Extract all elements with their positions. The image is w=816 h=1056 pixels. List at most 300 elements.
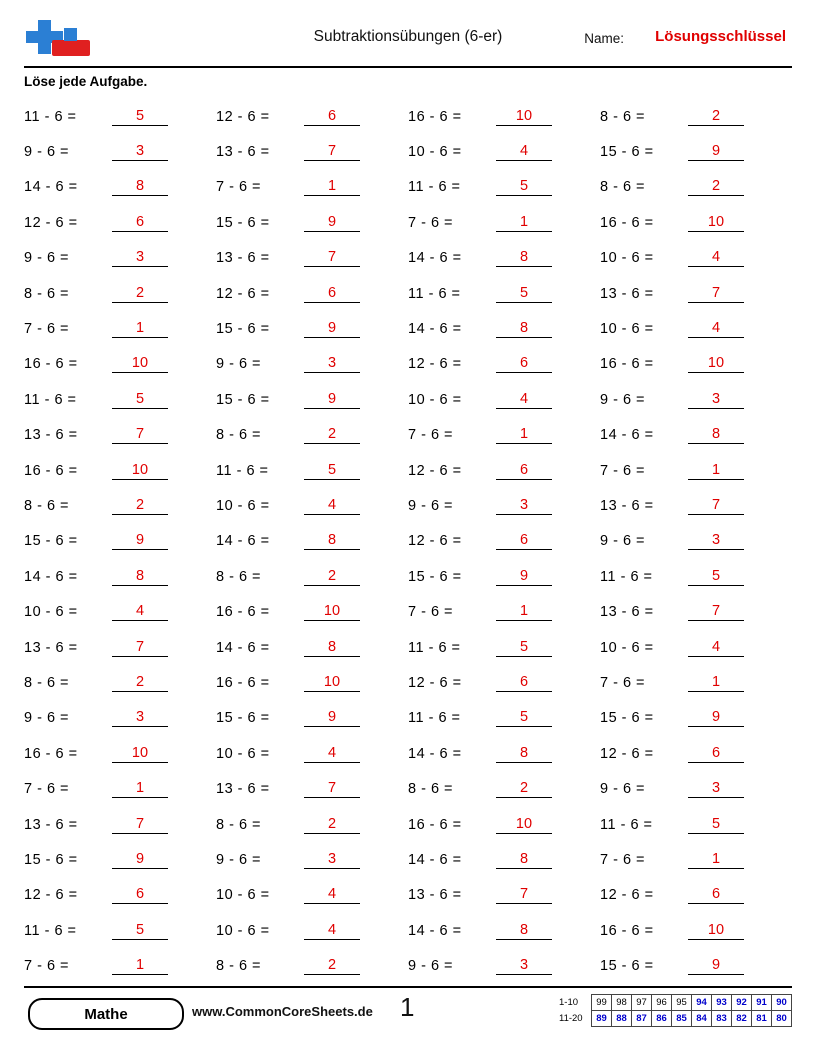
- problem-item: [408, 771, 600, 806]
- problem-expression: 14 - 6 =: [24, 179, 78, 196]
- problem-expression: 9 - 6 =: [600, 391, 646, 408]
- answer-blank[interactable]: 7: [112, 639, 168, 657]
- problem-item: [600, 205, 792, 240]
- problem-item: [24, 559, 216, 594]
- score-cell: 92: [732, 995, 752, 1011]
- answer-blank[interactable]: 10: [112, 355, 168, 373]
- problem-expression: 11 - 6 =: [600, 816, 653, 833]
- problem-item: [216, 630, 408, 665]
- problem-item: [24, 594, 216, 629]
- problem-item: [216, 594, 408, 629]
- answer-blank[interactable]: 2: [496, 780, 552, 798]
- answer-blank[interactable]: 1: [688, 462, 744, 480]
- problem-expression: 10 - 6 =: [216, 887, 270, 904]
- problem-item: [600, 524, 792, 559]
- answer-blank[interactable]: 5: [112, 108, 168, 126]
- answer-blank[interactable]: 6: [496, 674, 552, 692]
- answer-blank[interactable]: 8: [496, 320, 552, 338]
- problem-item: [216, 347, 408, 382]
- answer-blank[interactable]: 4: [304, 886, 360, 904]
- answer-blank[interactable]: 3: [688, 780, 744, 798]
- problem-item: [408, 559, 600, 594]
- answer-blank[interactable]: 7: [688, 603, 744, 621]
- problem-item: [216, 842, 408, 877]
- problem-expression: 7 - 6 =: [24, 781, 70, 798]
- problem-expression: 16 - 6 =: [216, 604, 270, 621]
- score-cell: 85: [672, 1011, 692, 1027]
- answer-blank[interactable]: 10: [304, 603, 360, 621]
- answer-blank[interactable]: 10: [496, 108, 552, 126]
- problem-item: [216, 736, 408, 771]
- answer-blank[interactable]: 9: [304, 320, 360, 338]
- page-title: Subtraktionsübungen (6-er): [313, 28, 503, 45]
- problem-item: [408, 241, 600, 276]
- answer-blank[interactable]: 9: [688, 709, 744, 727]
- problem-expression: 9 - 6 =: [216, 851, 262, 868]
- problem-expression: 9 - 6 =: [216, 356, 262, 373]
- problem-item: [408, 382, 600, 417]
- answer-blank[interactable]: 1: [112, 780, 168, 798]
- problem-expression: 12 - 6 =: [408, 356, 462, 373]
- problem-item: [408, 630, 600, 665]
- problem-item: [600, 99, 792, 134]
- answer-blank[interactable]: 8: [304, 639, 360, 657]
- answer-blank[interactable]: 10: [688, 355, 744, 373]
- problem-expression: 10 - 6 =: [600, 639, 654, 656]
- problem-expression: 14 - 6 =: [408, 321, 462, 338]
- problem-item: [408, 878, 600, 913]
- answer-blank[interactable]: 5: [496, 178, 552, 196]
- answer-blank[interactable]: 5: [304, 462, 360, 480]
- problem-expression: 14 - 6 =: [216, 533, 270, 550]
- problem-expression: 12 - 6 =: [24, 887, 78, 904]
- problem-expression: 13 - 6 =: [216, 144, 270, 161]
- problem-expression: 14 - 6 =: [408, 922, 462, 939]
- problem-item: [216, 99, 408, 134]
- problem-expression: 15 - 6 =: [408, 568, 462, 585]
- problem-expression: 11 - 6 =: [600, 568, 653, 585]
- problem-item: [216, 418, 408, 453]
- answer-blank[interactable]: 2: [688, 178, 744, 196]
- problem-item: [24, 665, 216, 700]
- problem-item: [216, 948, 408, 983]
- problem-expression: 13 - 6 =: [216, 250, 270, 267]
- answer-blank[interactable]: 4: [496, 143, 552, 161]
- answer-blank[interactable]: 8: [496, 922, 552, 940]
- answer-blank[interactable]: 1: [688, 674, 744, 692]
- problem-expression: 16 - 6 =: [24, 745, 78, 762]
- problem-item: [408, 99, 600, 134]
- answer-blank[interactable]: 7: [304, 143, 360, 161]
- instruction-text: Löse jede Aufgabe.: [24, 74, 148, 89]
- problem-expression: 15 - 6 =: [216, 391, 270, 408]
- answer-blank[interactable]: 3: [304, 355, 360, 373]
- score-cell: 93: [712, 995, 732, 1011]
- problem-item: [408, 453, 600, 488]
- problem-item: [24, 701, 216, 736]
- score-cell: 86: [652, 1011, 672, 1027]
- answer-blank[interactable]: 4: [112, 603, 168, 621]
- answer-blank[interactable]: 7: [112, 816, 168, 834]
- answer-blank[interactable]: 3: [112, 143, 168, 161]
- answer-blank[interactable]: 3: [112, 709, 168, 727]
- score-cell: 87: [632, 1011, 652, 1027]
- problem-item: [408, 524, 600, 559]
- answer-blank[interactable]: 6: [688, 745, 744, 763]
- problem-expression: 13 - 6 =: [24, 816, 78, 833]
- answer-blank[interactable]: 9: [496, 568, 552, 586]
- answer-blank[interactable]: 6: [304, 108, 360, 126]
- answer-blank[interactable]: 8: [496, 851, 552, 869]
- page-number: 1: [400, 992, 415, 1022]
- problem-expression: 13 - 6 =: [600, 285, 654, 302]
- problem-item: [24, 842, 216, 877]
- answer-blank[interactable]: 1: [496, 603, 552, 621]
- problem-item: [408, 807, 600, 842]
- problem-item: [408, 276, 600, 311]
- answer-blank[interactable]: 8: [496, 745, 552, 763]
- problem-expression: 8 - 6 =: [600, 108, 646, 125]
- answer-blank[interactable]: 2: [112, 285, 168, 303]
- score-row-label: 1-10: [559, 997, 579, 1008]
- answer-blank[interactable]: 4: [688, 249, 744, 267]
- answer-blank[interactable]: 1: [496, 426, 552, 444]
- answer-blank[interactable]: 1: [496, 214, 552, 232]
- problem-item: [600, 418, 792, 453]
- problem-item: [600, 736, 792, 771]
- answer-blank[interactable]: 1: [688, 851, 744, 869]
- problem-item: [24, 913, 216, 948]
- answer-blank[interactable]: 1: [304, 178, 360, 196]
- problem-expression: 12 - 6 =: [600, 887, 654, 904]
- answer-blank[interactable]: 9: [304, 391, 360, 409]
- answer-blank[interactable]: 4: [304, 497, 360, 515]
- answer-blank[interactable]: 2: [304, 957, 360, 975]
- answer-blank[interactable]: 3: [112, 249, 168, 267]
- score-cell: 96: [652, 995, 672, 1011]
- problem-expression: 15 - 6 =: [216, 710, 270, 727]
- problem-item: [408, 347, 600, 382]
- problem-item: [24, 347, 216, 382]
- problem-item: [600, 382, 792, 417]
- problem-item: [408, 736, 600, 771]
- problem-expression: 12 - 6 =: [408, 674, 462, 691]
- answer-blank[interactable]: 2: [112, 674, 168, 692]
- problem-item: [216, 878, 408, 913]
- problem-item: [24, 524, 216, 559]
- problem-item: [24, 807, 216, 842]
- answer-blank[interactable]: 4: [496, 391, 552, 409]
- problem-item: [600, 594, 792, 629]
- problem-item: [408, 311, 600, 346]
- answer-blank[interactable]: 4: [688, 320, 744, 338]
- problem-item: [600, 311, 792, 346]
- answer-blank[interactable]: 5: [496, 285, 552, 303]
- answer-blank[interactable]: 9: [688, 957, 744, 975]
- problem-expression: 8 - 6 =: [408, 781, 454, 798]
- answer-blank[interactable]: 7: [496, 886, 552, 904]
- problem-expression: 9 - 6 =: [24, 144, 70, 161]
- problem-expression: 7 - 6 =: [24, 321, 70, 338]
- problem-grid: [24, 99, 792, 984]
- answer-blank[interactable]: 9: [112, 851, 168, 869]
- problem-item: [600, 913, 792, 948]
- score-cell: 89: [592, 1011, 612, 1027]
- worksheet-footer: [24, 986, 792, 1040]
- problem-expression: 11 - 6 =: [24, 391, 77, 408]
- problem-item: [600, 665, 792, 700]
- problem-expression: 16 - 6 =: [600, 214, 654, 231]
- score-row-label: 11-20: [559, 1013, 583, 1024]
- answer-blank[interactable]: 8: [304, 532, 360, 550]
- problem-expression: 8 - 6 =: [600, 179, 646, 196]
- problem-expression: 11 - 6 =: [408, 639, 461, 656]
- problem-item: [408, 594, 600, 629]
- score-cell: 82: [732, 1011, 752, 1027]
- problem-expression: 11 - 6 =: [408, 285, 461, 302]
- problem-expression: 16 - 6 =: [600, 922, 654, 939]
- problem-expression: 15 - 6 =: [216, 321, 270, 338]
- problem-item: [216, 205, 408, 240]
- score-table: [558, 994, 792, 1027]
- answer-blank[interactable]: 10: [304, 674, 360, 692]
- answer-blank[interactable]: 5: [688, 568, 744, 586]
- problem-expression: 11 - 6 =: [408, 710, 461, 727]
- problem-expression: 16 - 6 =: [408, 816, 462, 833]
- score-cell: 81: [752, 1011, 772, 1027]
- problem-item: [24, 382, 216, 417]
- answer-blank[interactable]: 10: [496, 816, 552, 834]
- problem-expression: 14 - 6 =: [24, 568, 78, 585]
- problem-expression: 10 - 6 =: [408, 391, 462, 408]
- problem-item: [216, 524, 408, 559]
- problem-item: [600, 559, 792, 594]
- problem-item: [216, 488, 408, 523]
- problem-expression: 10 - 6 =: [600, 250, 654, 267]
- problem-item: [216, 382, 408, 417]
- problem-expression: 16 - 6 =: [24, 356, 78, 373]
- problem-item: [600, 241, 792, 276]
- problem-expression: 15 - 6 =: [24, 533, 78, 550]
- problem-expression: 8 - 6 =: [216, 427, 262, 444]
- problem-item: [600, 347, 792, 382]
- answer-blank[interactable]: 7: [304, 249, 360, 267]
- problem-expression: 16 - 6 =: [216, 674, 270, 691]
- problem-item: [24, 241, 216, 276]
- problem-item: [216, 134, 408, 169]
- score-cell: 95: [672, 995, 692, 1011]
- problem-item: [408, 665, 600, 700]
- problem-item: [600, 878, 792, 913]
- problem-item: [600, 948, 792, 983]
- problem-expression: 14 - 6 =: [600, 427, 654, 444]
- problem-expression: 8 - 6 =: [24, 674, 70, 691]
- answer-blank[interactable]: 6: [688, 886, 744, 904]
- answer-blank[interactable]: 2: [304, 426, 360, 444]
- problem-item: [600, 453, 792, 488]
- problem-expression: 14 - 6 =: [216, 639, 270, 656]
- problem-item: [216, 241, 408, 276]
- answer-blank[interactable]: 5: [112, 391, 168, 409]
- problem-item: [216, 665, 408, 700]
- problem-expression: 13 - 6 =: [600, 604, 654, 621]
- answer-blank[interactable]: 6: [496, 355, 552, 373]
- problem-expression: 11 - 6 =: [24, 922, 77, 939]
- problem-item: [408, 488, 600, 523]
- answer-blank[interactable]: 4: [304, 745, 360, 763]
- answer-blank[interactable]: 3: [688, 391, 744, 409]
- problem-expression: 12 - 6 =: [600, 745, 654, 762]
- problem-item: [600, 170, 792, 205]
- score-cell: 88: [612, 1011, 632, 1027]
- problem-expression: 13 - 6 =: [24, 639, 78, 656]
- problem-item: [600, 771, 792, 806]
- problem-item: [600, 630, 792, 665]
- problem-item: [600, 488, 792, 523]
- answer-blank[interactable]: 5: [496, 639, 552, 657]
- problem-expression: 12 - 6 =: [216, 285, 270, 302]
- problem-expression: 9 - 6 =: [24, 710, 70, 727]
- answer-blank[interactable]: 6: [112, 886, 168, 904]
- score-cell: 90: [772, 995, 792, 1011]
- score-cell: 99: [592, 995, 612, 1011]
- problem-expression: 8 - 6 =: [216, 568, 262, 585]
- problem-item: [408, 418, 600, 453]
- answer-blank[interactable]: 6: [496, 462, 552, 480]
- problem-item: [408, 701, 600, 736]
- problem-expression: 7 - 6 =: [600, 851, 646, 868]
- answer-blank[interactable]: 10: [112, 462, 168, 480]
- problem-item: [24, 99, 216, 134]
- answer-blank[interactable]: 2: [688, 108, 744, 126]
- problem-expression: 13 - 6 =: [24, 427, 78, 444]
- problem-expression: 14 - 6 =: [408, 250, 462, 267]
- answer-blank[interactable]: 6: [304, 285, 360, 303]
- problem-expression: 9 - 6 =: [408, 958, 454, 975]
- answer-blank[interactable]: 6: [112, 214, 168, 232]
- problem-expression: 15 - 6 =: [600, 710, 654, 727]
- problem-item: [24, 276, 216, 311]
- answer-blank[interactable]: 1: [112, 957, 168, 975]
- problem-item: [216, 559, 408, 594]
- answer-blank[interactable]: 9: [304, 709, 360, 727]
- problem-item: [216, 701, 408, 736]
- answer-blank[interactable]: 7: [304, 780, 360, 798]
- website-url: www.CommonCoreSheets.de: [192, 1004, 373, 1019]
- problem-item: [600, 276, 792, 311]
- score-cell: 94: [692, 995, 712, 1011]
- answer-blank[interactable]: 7: [688, 285, 744, 303]
- score-table-row: [558, 995, 792, 1011]
- problem-expression: 13 - 6 =: [408, 887, 462, 904]
- answer-blank[interactable]: 8: [112, 568, 168, 586]
- answer-blank[interactable]: 2: [304, 816, 360, 834]
- problem-item: [24, 771, 216, 806]
- problem-item: [24, 134, 216, 169]
- answer-blank[interactable]: 4: [304, 922, 360, 940]
- problem-item: [24, 878, 216, 913]
- problem-expression: 14 - 6 =: [408, 851, 462, 868]
- answer-blank[interactable]: 5: [112, 922, 168, 940]
- score-table-body: [558, 995, 792, 1027]
- problem-expression: 7 - 6 =: [408, 427, 454, 444]
- problem-expression: 7 - 6 =: [24, 958, 70, 975]
- answer-blank[interactable]: 5: [688, 816, 744, 834]
- answer-blank[interactable]: 3: [496, 497, 552, 515]
- problem-expression: 7 - 6 =: [216, 179, 262, 196]
- score-table-row: [558, 1011, 792, 1027]
- answer-blank[interactable]: 8: [112, 178, 168, 196]
- answer-blank[interactable]: 2: [112, 497, 168, 515]
- problem-item: [408, 134, 600, 169]
- problem-item: [408, 205, 600, 240]
- problem-expression: 10 - 6 =: [216, 922, 270, 939]
- problem-expression: 7 - 6 =: [600, 674, 646, 691]
- answer-blank[interactable]: 10: [688, 214, 744, 232]
- problem-item: [216, 453, 408, 488]
- problem-expression: 10 - 6 =: [24, 604, 78, 621]
- answer-blank[interactable]: 8: [688, 426, 744, 444]
- answer-blank[interactable]: 3: [304, 851, 360, 869]
- problem-expression: 10 - 6 =: [216, 497, 270, 514]
- problem-expression: 15 - 6 =: [216, 214, 270, 231]
- problem-expression: 14 - 6 =: [408, 745, 462, 762]
- problem-expression: 7 - 6 =: [408, 604, 454, 621]
- problem-expression: 10 - 6 =: [408, 144, 462, 161]
- answer-blank[interactable]: 4: [688, 639, 744, 657]
- problem-expression: 10 - 6 =: [600, 321, 654, 338]
- answer-blank[interactable]: 10: [112, 745, 168, 763]
- answer-blank[interactable]: 6: [496, 532, 552, 550]
- answer-blank[interactable]: 1: [112, 320, 168, 338]
- problem-expression: 15 - 6 =: [600, 144, 654, 161]
- answer-blank[interactable]: 2: [304, 568, 360, 586]
- problem-item: [216, 913, 408, 948]
- problem-expression: 9 - 6 =: [600, 533, 646, 550]
- answer-blank[interactable]: 10: [688, 922, 744, 940]
- name-label: Name:: [584, 31, 624, 46]
- problem-item: [24, 488, 216, 523]
- problem-expression: 10 - 6 =: [216, 745, 270, 762]
- problem-item: [216, 276, 408, 311]
- problem-item: [24, 948, 216, 983]
- problem-item: [24, 418, 216, 453]
- answer-blank[interactable]: 9: [688, 143, 744, 161]
- answer-blank[interactable]: 9: [112, 532, 168, 550]
- problem-expression: 15 - 6 =: [24, 851, 78, 868]
- problem-expression: 12 - 6 =: [24, 214, 78, 231]
- answer-blank[interactable]: 8: [496, 249, 552, 267]
- problem-item: [600, 701, 792, 736]
- score-cell: 84: [692, 1011, 712, 1027]
- problem-expression: 8 - 6 =: [216, 816, 262, 833]
- problem-item: [24, 630, 216, 665]
- score-cell: 91: [752, 995, 772, 1011]
- answer-blank[interactable]: 3: [496, 957, 552, 975]
- problem-item: [408, 948, 600, 983]
- answer-blank[interactable]: 7: [688, 497, 744, 515]
- problem-expression: 16 - 6 =: [408, 108, 462, 125]
- problem-expression: 7 - 6 =: [600, 462, 646, 479]
- problem-expression: 11 - 6 =: [216, 462, 269, 479]
- problem-item: [24, 453, 216, 488]
- answer-blank[interactable]: 9: [304, 214, 360, 232]
- answer-blank[interactable]: 3: [688, 532, 744, 550]
- problem-item: [216, 311, 408, 346]
- problem-item: [216, 807, 408, 842]
- answer-blank[interactable]: 7: [112, 426, 168, 444]
- answer-blank[interactable]: 5: [496, 709, 552, 727]
